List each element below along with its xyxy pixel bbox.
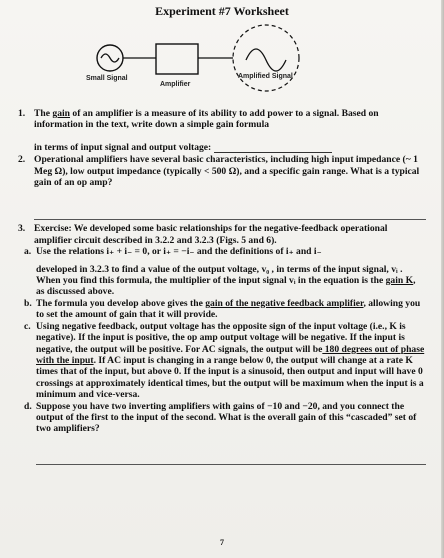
- question-text: Use the relations i₊ + i₋ = 0, or i₊ = −i₋ and the definitions of i₊ and i₋: [36, 246, 322, 258]
- question-text: , allowing you to set the amount of gain that it will provide.: [36, 297, 421, 321]
- amplifier-diagram: [84, 24, 344, 102]
- question-text: Operational amplifiers have several basic characteristics, including high input impedance (~ 1 Meg Ω), low output impedance (typically < 500 Ω), and a specific gain range. What is a typical gain of an op amp?: [34, 154, 420, 189]
- small-signal-label: Small Signal: [86, 75, 128, 82]
- large-sine-icon: [246, 49, 286, 71]
- question-text: Suppose you have two inverting amplifiers with gains of −10 and −20, and you connect the output of the first to the input of the second. What is the overall gain of this “cascaded” set of two amplifiers?: [36, 400, 417, 435]
- answer-line[interactable]: [214, 152, 332, 153]
- gain-k-term: gain K: [385, 275, 414, 287]
- page-number: 7: [220, 538, 224, 547]
- sub-letter: a.: [24, 246, 32, 258]
- amplifier-diagram-graphic: [84, 24, 344, 102]
- question-number: 3.: [18, 223, 26, 235]
- question-3: [18, 223, 426, 246]
- sub-letter: b.: [24, 297, 32, 309]
- underlined-term: 180 degrees out of phase with the input: [36, 343, 425, 366]
- underlined-term: gain of the negative feedback amplifier: [205, 297, 364, 309]
- sub-letter: d.: [24, 400, 32, 412]
- question-text: Using negative feedback, output voltage has the opposite sign of the input voltage (i.e., K is negative). If the input is positive, the op amp output voltage will be negative. If the input is negative, the output will be positive. For AC signals, the output will be: [36, 320, 406, 355]
- question-text: developed in 3.2.3 to find a value of the output voltage, v₀ , in terms of the input signal, vᵢ . When you find this formula, the multiplier of the input signal vᵢ in the equation is the: [36, 263, 403, 287]
- question-text: Exercise: We developed some basic relationships for the negative-feedback operational amplifier circuit described in 3.2.2 and 3.2.3 (Figs. 5 and 6).: [34, 223, 388, 246]
- question-number: 2.: [18, 154, 26, 166]
- question-text: of an amplifier is a measure of its ability to add power to a signal. Based on information in the text, write down a simple gain formula: [34, 108, 379, 131]
- question-2: [18, 154, 426, 188]
- amplified-signal-circle-icon: [233, 25, 299, 91]
- question-text: The: [34, 108, 53, 119]
- question-text: The formula you develop above gives the: [36, 297, 206, 309]
- question-3d: [18, 401, 426, 435]
- worksheet-content: [18, 108, 426, 465]
- question-text: . If AC input is changing in a range below 0, the output will change at a rate K times that of the input, but above 0. If the input is a sinusoid, then output and input will have 0 crossings at approximately identical times, but the output will be maximum when the input is a minimum and vice-versa.: [36, 354, 424, 401]
- question-number: 1.: [18, 108, 26, 119]
- question-3a: [18, 246, 426, 298]
- sub-letter: c.: [24, 320, 31, 332]
- question-text: in terms of input signal and output voltage:: [34, 141, 212, 153]
- question-3c: [18, 321, 426, 401]
- amplified-signal-label: Amplified Signal: [238, 73, 293, 80]
- answer-line[interactable]: [36, 464, 426, 465]
- answer-line[interactable]: [34, 219, 426, 220]
- amplifier-label: Amplifier: [160, 81, 191, 88]
- amplifier-box-icon: [156, 44, 198, 74]
- small-sine-icon: [101, 54, 119, 62]
- page-title: Experiment #7 Worksheet: [155, 4, 289, 18]
- question-1: [18, 108, 426, 153]
- question-3b: [18, 298, 426, 321]
- gain-term: gain: [52, 108, 71, 119]
- question-text: , as discussed above.: [36, 275, 416, 298]
